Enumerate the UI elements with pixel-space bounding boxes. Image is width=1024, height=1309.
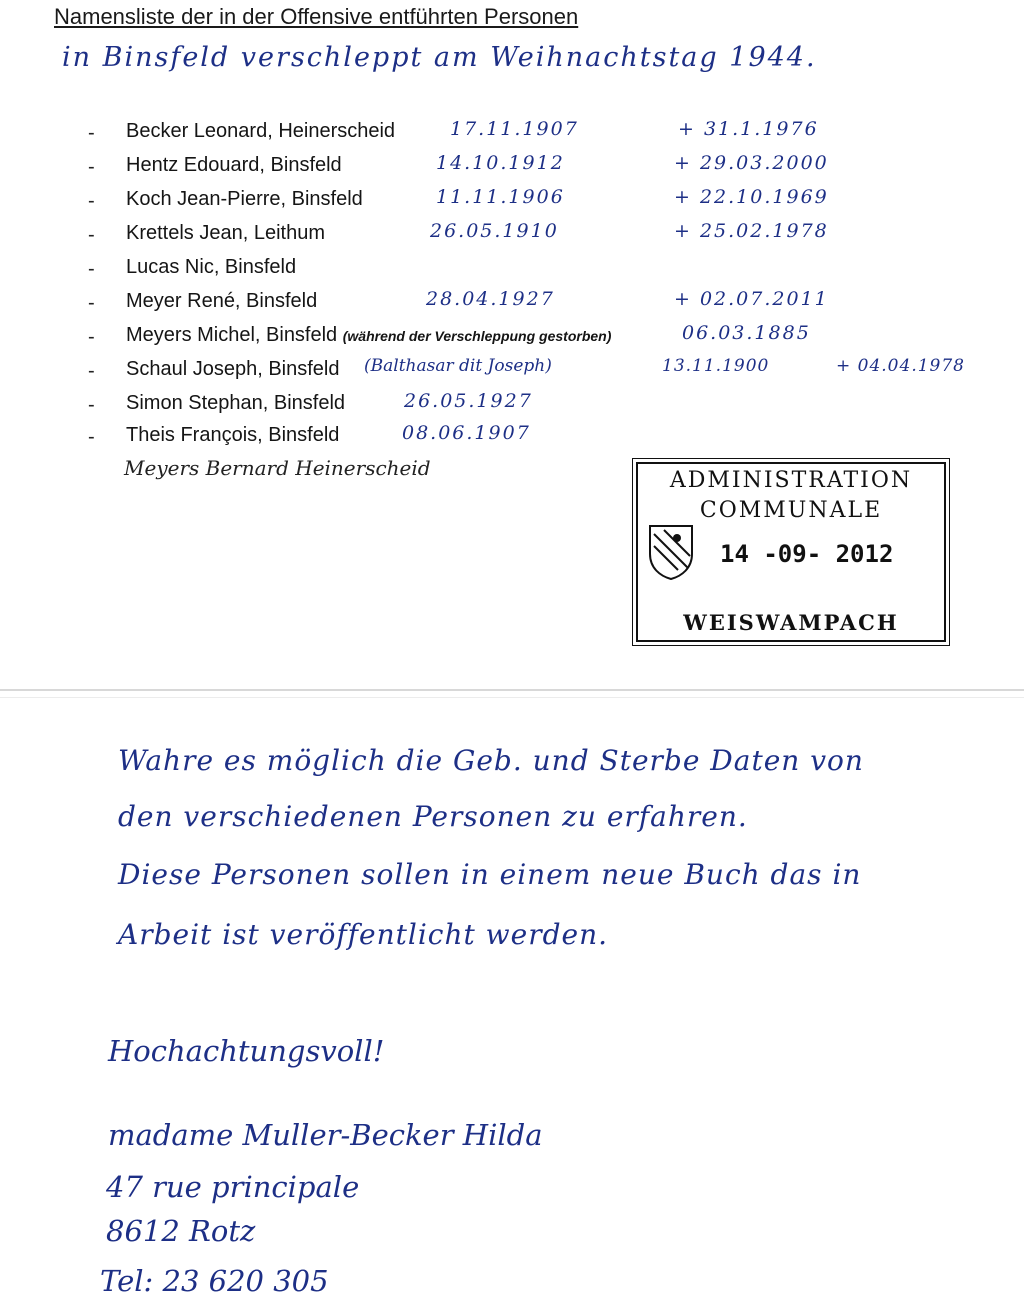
death-date: + 22.10.1969 [674,186,829,208]
letter-line-3: Diese Personen sollen in einem neue Buch das in [118,858,862,891]
person-name [126,324,611,347]
letter-line-4: Arbeit ist veröffentlicht werden. [118,918,609,951]
person-name: Simon Stephan, Binsfeld [126,392,346,414]
death-date: + 04.04.1978 [836,356,965,376]
dash-bullet: - [88,394,95,416]
person-annotation: (Balthasar dit Joseph) [364,356,552,376]
page-divider [0,689,1024,691]
death-date: + 29.03.2000 [674,152,829,174]
birth-date: 11.11.1906 [436,186,565,208]
stamp-date: 14 -09- 2012 [720,540,894,568]
stamp-line-1: ADMINISTRATION [669,468,913,493]
person-name: Becker Leonard, Heinerscheid [126,120,396,142]
death-date: + 25.02.1978 [674,220,829,242]
list-item [0,184,1024,218]
person-name: Theis François, Binsfeld [126,424,340,446]
letter-line-1: Wahre es möglich die Geb. und Sterbe Daten von [118,744,864,777]
birth-date: 28.04.1927 [426,288,555,310]
dash-bullet: - [88,326,95,348]
stamp-town: WEISWAMPACH [683,610,899,635]
birth-date: 26.05.1927 [404,390,533,412]
list-item [0,218,1024,252]
death-date: + 02.07.2011 [674,288,829,310]
handwritten-extra-entry: Meyers Bernard Heinerscheid [124,456,431,480]
birth-date: 17.11.1907 [450,118,579,140]
stamp-line-2: COMMUNALE [699,498,883,523]
list-item [0,286,1024,320]
dash-bullet: - [88,426,95,448]
address-street: 47 rue principale [106,1170,360,1204]
list-item [0,150,1024,184]
person-name: Krettels Jean, Leithum [126,222,325,244]
list-item [0,420,1024,454]
person-name-text: Meyers Michel, Binsfeld [126,324,338,346]
person-name: Hentz Edouard, Binsfeld [126,154,342,176]
handwritten-subtitle: in Binsfeld verschleppt am Weihnachtstag 1944. [62,42,817,73]
letter-line-2: den verschiedenen Personen zu erfahren. [118,800,748,833]
list-item [0,320,1024,354]
page-divider-shadow [0,697,1024,698]
list-item [0,116,1024,150]
person-name: Meyer René, Binsfeld [126,290,318,312]
list-item [0,252,1024,286]
signature: madame Muller-Becker Hilda [108,1118,543,1152]
person-name: Lucas Nic, Binsfeld [126,256,297,278]
death-date: + 31.1.1976 [678,118,819,140]
coat-of-arms-icon [648,524,694,580]
document-title: Namensliste der in der Offensive entführten Personen [54,4,579,29]
person-name: Koch Jean-Pierre, Binsfeld [126,188,363,210]
dash-bullet: - [88,360,95,382]
administration-stamp [636,462,946,642]
dash-bullet: - [88,292,95,314]
dash-bullet: - [88,156,95,178]
person-note: (während der Verschleppung gestorben) [342,328,612,344]
birth-date: 26.05.1910 [430,220,559,242]
birth-date: 13.11.1900 [662,356,770,376]
list-item [0,354,1024,388]
birth-date: 06.03.1885 [682,322,811,344]
dash-bullet: - [88,122,95,144]
dash-bullet: - [88,224,95,246]
list-item [0,388,1024,422]
birth-date: 08.06.1907 [402,422,531,444]
address-city: 8612 Rotz [106,1214,256,1248]
person-name: Schaul Joseph, Binsfeld [126,358,340,380]
birth-date: 14.10.1912 [436,152,565,174]
letter-closing: Hochachtungsvoll! [108,1034,385,1068]
dash-bullet: - [88,190,95,212]
phone-number: Tel: 23 620 305 [100,1264,329,1298]
dash-bullet: - [88,258,95,280]
